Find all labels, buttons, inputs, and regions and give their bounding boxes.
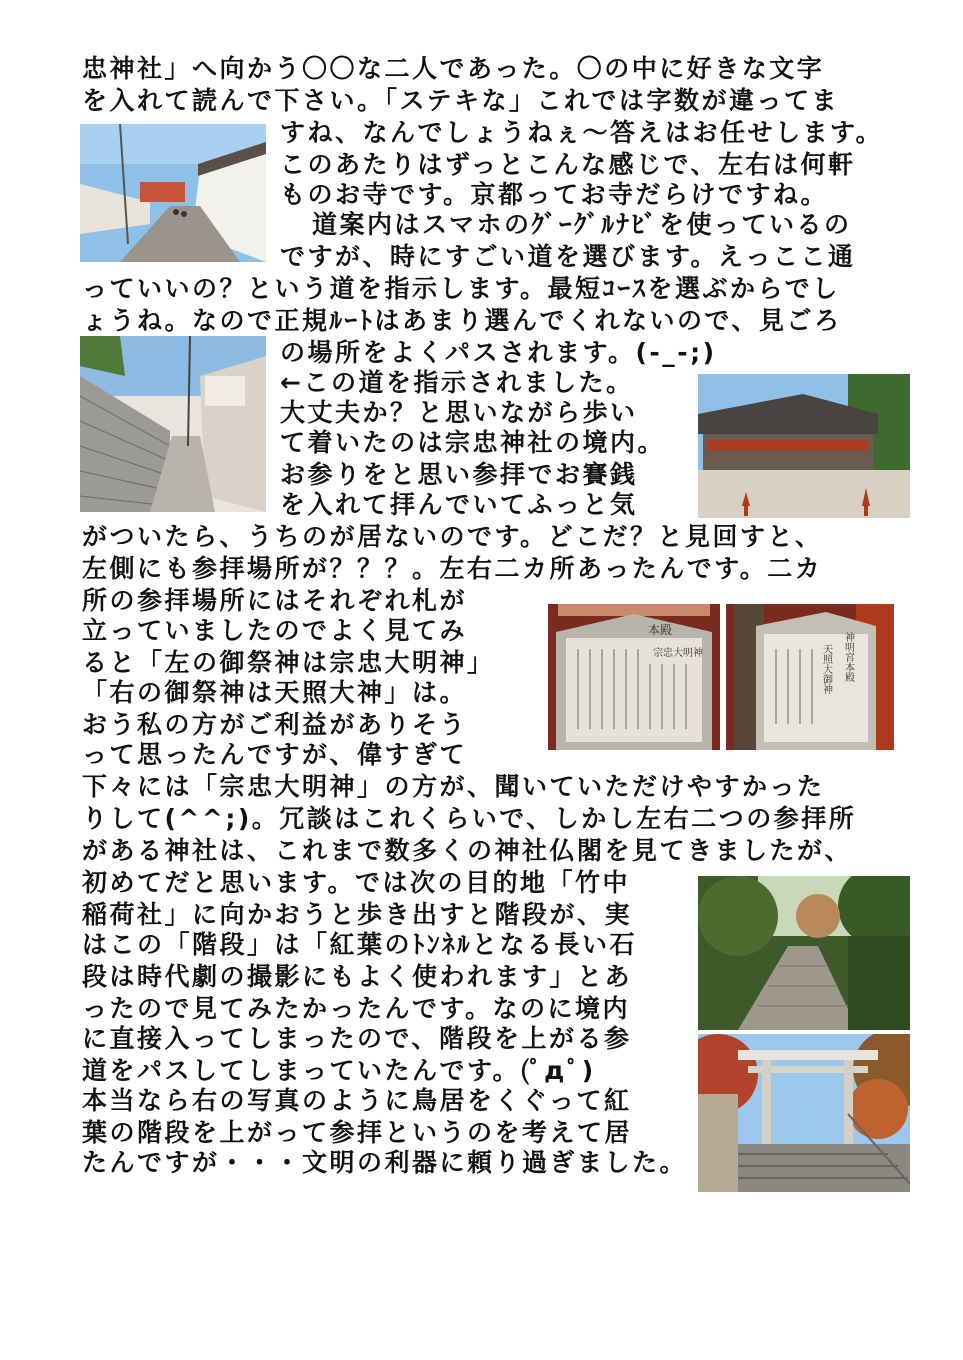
text-line-30: 段は時代劇の撮影にもよく使われます」とあ [82,962,633,991]
text-line-22: おう私の方がご利益がありそう [82,710,468,739]
photo-sign-left [548,604,720,750]
text-line-3: すね、なんでしょうねぇ～答えはお任せします。 [280,118,884,147]
text-line-1: 忠神社」へ向かう〇〇な二人であった。〇の中に好きな文字 [82,54,825,83]
sign-left-deity: 宗忠大明神 [653,648,703,659]
text-line-24: 下々には「宗忠大明神」の方が、聞いていただけやすかった [82,772,825,801]
sign-left-header: 本殿 [648,623,673,637]
text-line-6: 道案内はスマホのｸﾞｰｸﾞﾙﾅﾋﾞを使っているの [312,210,852,239]
photo-torii-gate [698,1034,910,1192]
text-line-35: 葉の階段を上がって参拝というのを考えて居 [82,1118,633,1147]
text-line-32: に直接入ってしまったので、階段を上がる参 [82,1024,632,1053]
sign-right-deity: 天照大御神 [820,644,832,694]
text-line-26: がある神社は、これまで数多くの神社仏閣を見てきましたが、 [82,836,853,865]
text-line-16: がついたら、うちのが居ないのです。どこだ？と見回すと、 [82,522,823,551]
sign-right-header: 神明宮本殿 [842,632,854,682]
text-line-23: って思ったんですが、偉すぎて [82,740,468,769]
text-line-13: て着いたのは宗忠神社の境内。 [280,428,666,457]
text-line-29: はこの「階段」は「紅葉のﾄﾝﾈﾙとなる長い石 [82,930,638,959]
text-line-21: 「右の御祭神は天照大神」は。 [82,678,468,707]
photo-autumn-stairs [698,876,910,1030]
text-line-27: 初めてだと思います。では次の目的地「竹中 [82,868,631,897]
text-line-12: 大丈夫か？と思いながら歩い [280,398,638,427]
text-line-2: を入れて読んで下さい。「ステキな」これでは字数が違ってま [82,86,840,115]
photo-stone-wall-alley [80,336,266,512]
text-line-15: を入れて拝んでいてふっと気 [280,490,638,519]
text-line-36: たんですが・・・文明の利器に頼り過ぎました。 [82,1148,688,1177]
text-line-14: お参りをと思い参拝でお賽銭 [280,460,638,489]
text-line-18: 所の参拝場所にはそれぞれ札が [82,586,468,615]
text-line-20: ると「左の御祭神は宗忠大明神」 [82,648,495,677]
text-line-10: の場所をよくパスされます。(-_-;) [280,338,717,367]
text-line-17: 左側にも参拝場所が？？？。左右二カ所あったんです。二カ [82,554,823,583]
text-line-19: 立っていましたのでよく見てみ [82,616,468,645]
text-line-5: ものお寺です。京都ってお寺だらけですね。 [280,180,829,209]
text-line-4: このあたりはずっとこんな感じで、左右は何軒 [280,150,856,179]
text-line-8: っていいの？という道を指示します。最短ｺｰｽを選ぶからでし [82,274,840,303]
text-line-28: 稲荷社」に向かおうと歩き出すと階段が、実 [82,900,633,929]
text-line-11: ←この道を指示されました。 [280,368,634,397]
photo-shrine-hall [698,374,910,518]
text-line-25: りして(^^;)。冗談はこれくらいで、しかし左右二つの参拝所 [82,804,857,833]
text-line-33: 道をパスしてしまっていたんです。(ﾟдﾟ) [82,1056,596,1085]
text-line-31: ったので見てみたかったんです。なのに境内 [82,994,631,1023]
text-line-9: ょうね。なので正規ﾙｰﾄはあまり選んでくれないので、見ごろ [82,306,842,335]
photo-temple-street [80,124,266,262]
photo-sign-right [726,604,894,750]
text-line-7: ですが、時にすごい道を選びます。えっここ通 [280,242,856,271]
text-line-34: 本当なら右の写真のように鳥居をくぐって紅 [82,1086,632,1115]
